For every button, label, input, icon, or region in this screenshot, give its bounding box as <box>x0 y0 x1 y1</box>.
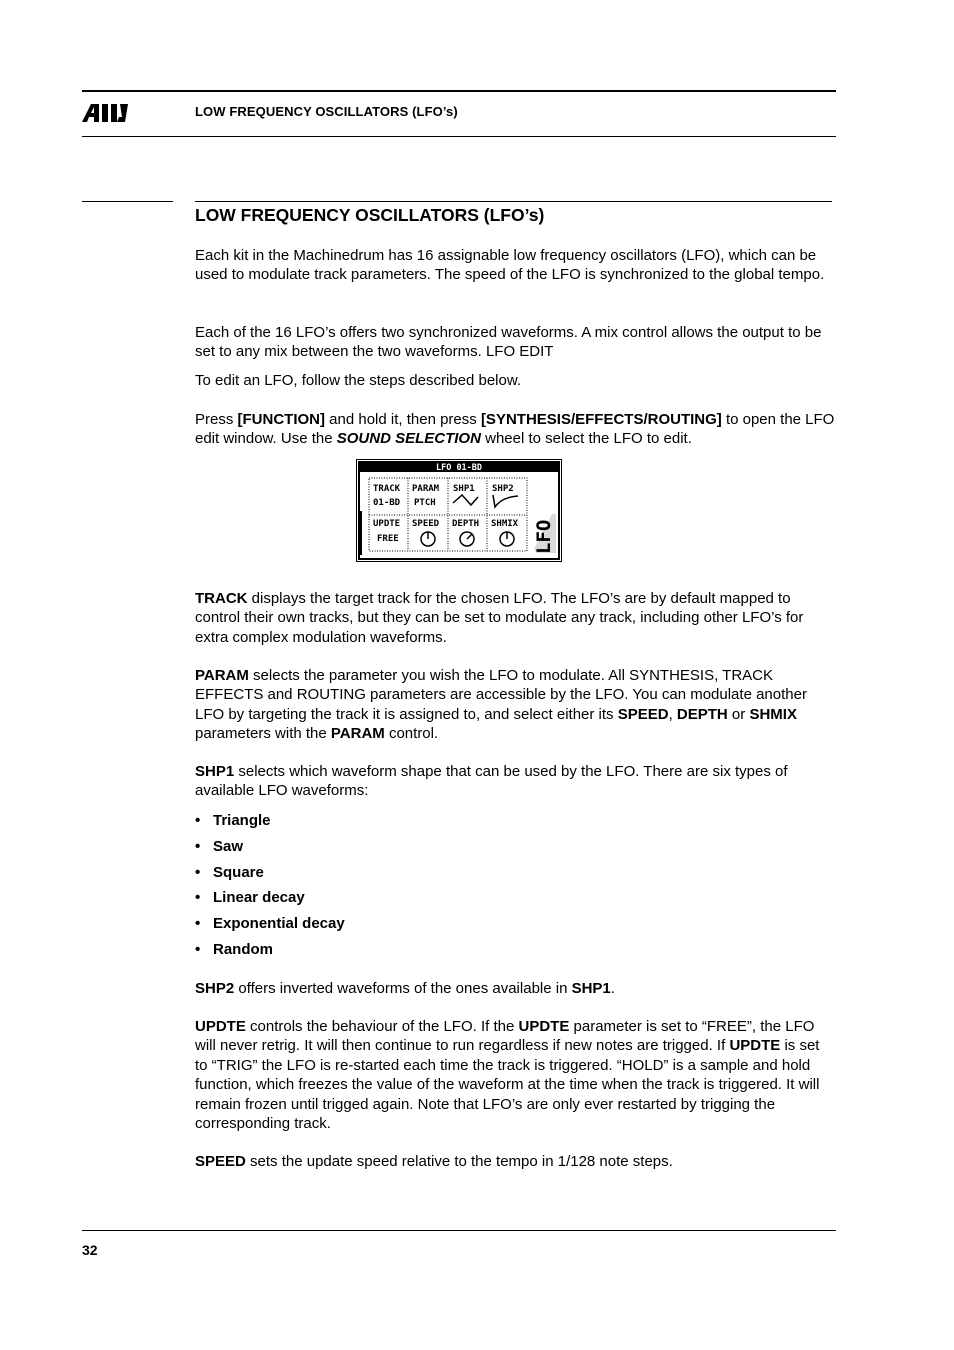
page-number: 32 <box>82 1242 98 1258</box>
intro-paragraph-2: Each of the 16 LFO’s offers two synchronized waveforms. A mix control allows the output to be set to any mix between the two waveforms. LFO EDIT <box>195 324 822 361</box>
footer-rule <box>82 1230 836 1231</box>
lcd-label-shmix: SHMIX <box>491 519 519 529</box>
shp2-paragraph: SHP2 offers inverted waveforms of the ones available in SHP1. <box>195 980 615 997</box>
lcd-label-speed: SPEED <box>412 519 440 529</box>
list-item: • Square <box>195 863 264 881</box>
section-rule <box>195 201 832 202</box>
lcd-label-shp1: SHP1 <box>453 484 475 494</box>
lcd-side-label: LFO <box>533 519 555 554</box>
lcd-label-shp2: SHP2 <box>492 484 514 494</box>
speed-paragraph: SPEED sets the update speed relative to the tempo in 1/128 note steps. <box>195 1153 673 1170</box>
lcd-label-depth: DEPTH <box>452 519 480 529</box>
track-paragraph: TRACK displays the target track for the chosen LFO. The LFO’s are by default mapped to control their own tracks, but they can be set to modulate any track, including other LFO’s for extra complex modulation waveforms. <box>195 590 804 646</box>
shp1-paragraph: SHP1 selects which waveform shape that can be used by the LFO. There are six types of available LFO waveforms: <box>195 763 788 800</box>
intro-paragraph-1: Each kit in the Machinedrum has 16 assignable low frequency oscillators (LFO), which can be used to modulate track parameters. The speed of the LFO is synchronized to the global tempo. <box>195 247 825 284</box>
intro-paragraph-3: To edit an LFO, follow the steps described below. <box>195 372 522 389</box>
list-item: • Exponential decay <box>195 915 345 933</box>
header-title: LOW FREQUENCY OSCILLATORS (LFO’s) <box>195 104 458 119</box>
elektron-logo-icon <box>82 103 130 123</box>
lcd-value-updte: FREE <box>377 534 399 544</box>
lcd-value-track: 01-BD <box>373 498 401 508</box>
updte-paragraph: UPDTE controls the behaviour of the LFO. If the UPDTE parameter is set to “FREE”, the LFO will never retrig. It will then continue to run regardless if new notes are trigged. If UPDTE is set to “TRIG” the LFO is re-started each time the track is triggered. “HOLD” is a sample and hold function, which freezes the value of the waveform at the time when the track is triggered. It will remain frozen until trigged again. Note that LFO’s are only ever restarted by trigging the corresponding track. <box>195 1018 820 1133</box>
list-item: • Saw <box>195 837 244 855</box>
lcd-label-track: TRACK <box>373 484 401 494</box>
lcd-scrollbar <box>359 511 362 555</box>
header-bottom-rule <box>82 136 836 137</box>
list-item: • Triangle <box>195 812 271 829</box>
lfo-edit-screen <box>356 459 562 562</box>
param-paragraph: PARAM selects the parameter you wish the LFO to modulate. All SYNTHESIS, TRACK EFFECTS and ROUTING parameters are accessible by the LFO. You can modulate another LFO by targeting the track it is assigned to, and select either its SPEED, DEPTH or SHMIX parameters with the PARAM control. <box>195 667 807 743</box>
lcd-label-param: PARAM <box>412 484 440 494</box>
waveform-list <box>195 811 835 966</box>
list-item: • Random <box>195 940 273 958</box>
margin-rule <box>82 201 173 202</box>
lcd-value-param: PTCH <box>414 498 436 508</box>
header-top-rule <box>82 90 836 92</box>
lcd-title: LFO 01-BD <box>435 463 483 473</box>
press-paragraph: Press [FUNCTION] and hold it, then press [SYNTHESIS/EFFECTS/ROUTING] to open the LFO edit window. Use the SOUND SELECTION wheel to select the LFO to edit. <box>195 411 835 448</box>
section-title: LOW FREQUENCY OSCILLATORS (LFO’s) <box>195 205 545 225</box>
lcd-label-updte: UPDTE <box>373 519 401 529</box>
list-item: • Linear decay <box>195 889 305 907</box>
